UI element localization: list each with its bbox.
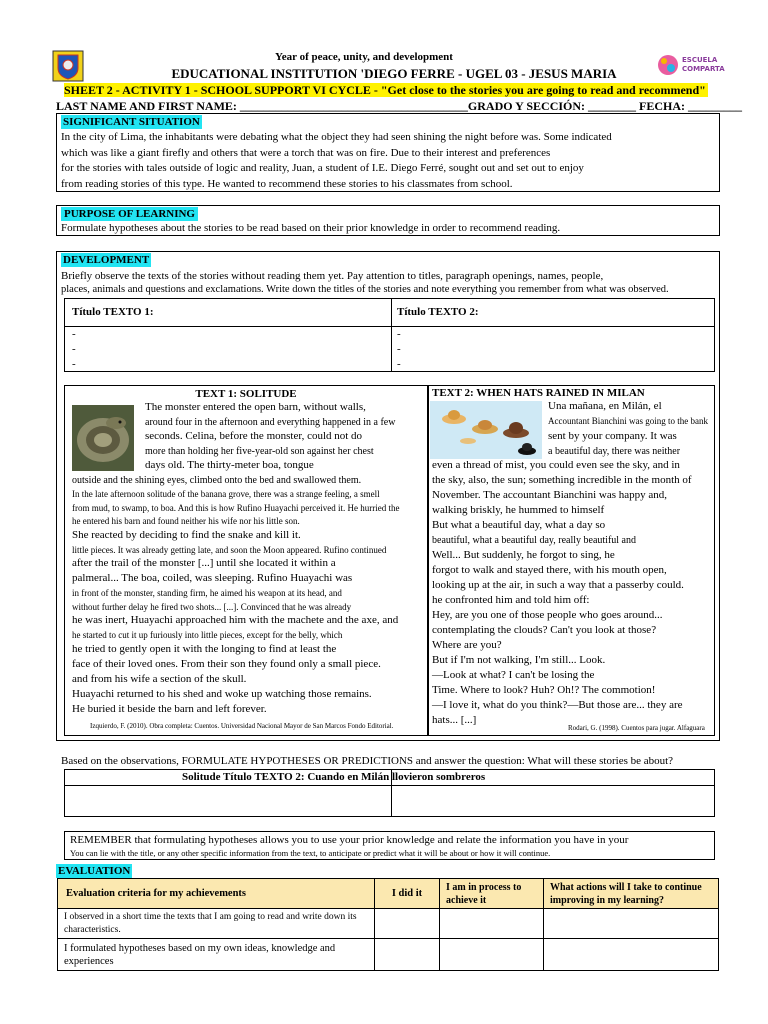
note-dash: - bbox=[72, 358, 76, 370]
text2-line: —I love it, what do you think?—But those are... they are bbox=[432, 698, 683, 711]
text2-line: walking briskly, he hummed to himself bbox=[432, 504, 605, 516]
situation-label: SIGNIFICANT SITUATION bbox=[63, 116, 200, 128]
text1-line: he started to cut it up furiously into little pieces, except for the belly, which bbox=[72, 630, 343, 640]
note-dash: - bbox=[397, 343, 401, 355]
evaluation-row bbox=[58, 909, 719, 939]
titles-table bbox=[64, 298, 715, 372]
text2-line: even a thread of mist, you could even see the sky, and in bbox=[432, 459, 680, 471]
title-text1-notes[interactable] bbox=[72, 327, 76, 372]
text1-line: face of their loved ones. From their son they found only a small piece. bbox=[72, 657, 381, 670]
text1-line: without further delay he fired two shots... [...]. Convinced that he was already bbox=[72, 601, 352, 612]
text1-line: In the late afternoon solitude of the banana grove, there was a strange feeling, a smell bbox=[72, 489, 380, 499]
note-dash: - bbox=[397, 358, 401, 370]
text2-line: contemplating the clouds? Can't you look at those? bbox=[432, 623, 657, 636]
text2-line: Hey, are you one of those people who goes around... bbox=[432, 608, 663, 621]
situation-text bbox=[61, 130, 612, 192]
text1-line: more than holding her five-year-old son against her chest bbox=[145, 446, 374, 457]
title-text2-notes[interactable] bbox=[397, 327, 401, 372]
actions-cell[interactable] bbox=[544, 909, 719, 939]
did-it-cell[interactable] bbox=[375, 909, 440, 939]
name-date-line: LAST NAME AND FIRST NAME: ______________________________________GRADO Y SECCIÓN: ________ FECHA: _________ bbox=[56, 99, 743, 113]
text1-line: Huayachi returned to his shed and woke up watching those remains. bbox=[72, 687, 372, 700]
text1-line: around four in the afternoon and everything happened in a few bbox=[145, 417, 396, 428]
title-text2-label: Título TEXTO 2: bbox=[397, 306, 479, 318]
actions-header: What actions will I take to continue improving in my learning? bbox=[544, 879, 719, 909]
text1-citation: Izquierdo, F. (2010). Obra completa: Cuentos. Universidad Nacional Mayor de San Marcos Fondo Editorial. bbox=[90, 722, 394, 730]
evaluation-table bbox=[57, 878, 719, 971]
hypothesis-table-hline bbox=[64, 785, 715, 786]
text2-line: he confronted him and told him off: bbox=[432, 593, 590, 606]
text2-citation: Rodari, G. (1998). Cuentos para jugar. Alfaguara bbox=[568, 724, 705, 732]
text1-line: in front of the monster, standing firm, he aimed his weapon at its head, and bbox=[72, 588, 342, 598]
remember-line2: You can lie with the title, or any other specific information from the text, to anticipate or predict what it will be about or how it will continue. bbox=[70, 848, 551, 858]
text1-line: palmeral... The boa, coiled, was sleeping. Rufino Huayachi was bbox=[72, 572, 353, 584]
hypothesis-answer-text1[interactable] bbox=[66, 787, 389, 815]
development-label: DEVELOPMENT bbox=[63, 254, 150, 266]
situation-line: In the city of Lima, the inhabitants were debating what the object they had seen shining the night before was. Some indicated bbox=[61, 131, 612, 143]
text2-line: —Look at what? I can't be losing the bbox=[432, 668, 595, 681]
title-text1-label: Título TEXTO 1: bbox=[72, 306, 154, 318]
text1-line: She reacted by deciding to find the snake and kill it. bbox=[72, 528, 301, 541]
text2-title: TEXT 2: WHEN HATS RAINED IN MILAN bbox=[432, 387, 645, 399]
text2-line: beautiful, what a beautiful day, really beautiful and bbox=[432, 535, 636, 546]
situation-line: which was like a giant firefly and others that were a torch that was on fire. Due to their interest and preferences bbox=[61, 146, 551, 159]
text1-line: days old. The thirty-meter boa, tongue bbox=[145, 459, 314, 471]
hypothesis-instruction: Based on the observations, FORMULATE HYPOTHESES OR PREDICTIONS and answer the question: What will these stories be about? bbox=[61, 755, 674, 767]
text1-line: after the trail of the monster [...] until she located it within a bbox=[72, 557, 336, 569]
note-dash: - bbox=[72, 328, 76, 340]
evaluation-label: EVALUATION bbox=[58, 865, 131, 877]
criteria-cell: I formulated hypotheses based on my own ideas, knowledge and experiences bbox=[58, 939, 375, 971]
text2-line: November. The accountant Bianchini was happy and, bbox=[432, 489, 668, 501]
text1-line: from mud, to swamp, to boa. And this is how Rufino Huayachi perceived it. He hurried the bbox=[72, 502, 400, 513]
text1-title: TEXT 1: SOLITUDE bbox=[195, 388, 297, 400]
text1-line: and from his wife a section of the skull. bbox=[72, 672, 247, 685]
in-process-cell[interactable] bbox=[440, 939, 544, 971]
text2-line: hats... [...] bbox=[432, 713, 477, 726]
hats-image bbox=[430, 401, 542, 459]
text2-line: Well... But suddenly, he forgot to sing, he bbox=[432, 548, 615, 561]
text1-line: little pieces. It was already getting late, and soon the Moon appeared. Rufino continued bbox=[72, 544, 387, 555]
titles-table-hline bbox=[64, 326, 715, 327]
criteria-header: Evaluation criteria for my achievements bbox=[58, 879, 375, 909]
text2-line: Una mañana, en Milán, el bbox=[548, 400, 662, 412]
in-process-cell[interactable] bbox=[440, 909, 544, 939]
hypothesis-answer-text2[interactable] bbox=[393, 787, 713, 815]
text2-line: a beautiful day, there was neither bbox=[548, 445, 681, 457]
development-line: Briefly observe the texts of the stories without reading them yet. Pay attention to titles, paragraph openings, names, people, bbox=[61, 270, 604, 282]
development-line: places, animals and questions and exclamations. Write down the titles of the stories and note everything you remember from what was observed. bbox=[61, 284, 669, 295]
text2-line: But what a beautiful day, what a day so bbox=[432, 519, 606, 531]
text2-line: looking up at the air, in such a way that a passerby could. bbox=[432, 578, 684, 591]
criteria-cell: I observed in a short time the texts that I am going to read and write down its characteristics. bbox=[58, 909, 375, 939]
sheet-title: SHEET 2 - ACTIVITY 1 - SCHOOL SUPPORT VI CYCLE - "Get close to the stories you are going to read and recommend" bbox=[64, 83, 706, 97]
text2-line: But if I'm not walking, I'm still... Look. bbox=[432, 653, 606, 666]
remember-line1: REMEMBER that formulating hypotheses allows you to use your prior knowledge and relate the information you have in your bbox=[70, 834, 629, 846]
text1-line: seconds. Celina, before the monster, could not do bbox=[145, 430, 363, 442]
text2-line: forgot to walk and stayed there, with his mouth open, bbox=[432, 563, 667, 576]
hypothesis-table-header: Solitude Título TEXTO 2: Cuando en Milán llovieron sombreros bbox=[182, 771, 486, 783]
development-instructions bbox=[61, 269, 669, 297]
text2-line: the sky, also, the sun; something incredible in the month of bbox=[432, 474, 692, 486]
escuela-comparta-logo-text: ESCUELA COMPARTA bbox=[682, 56, 725, 73]
header-motto: Year of peace, unity, and development bbox=[275, 51, 453, 63]
situation-line: for the stories with tales outside of logic and reality, Juan, a student of I.E. Diego Ferré, sought out and set out to enjoy bbox=[61, 162, 584, 174]
text1-line: The monster entered the open barn, without walls, bbox=[145, 401, 366, 413]
text2-line: Time. Where to look? Huh? Oh!? The commotion! bbox=[432, 683, 656, 696]
situation-line: from reading stories of this type. He wanted to recommend these stories to his classmates from school. bbox=[61, 177, 513, 190]
purpose-label: PURPOSE OF LEARNING bbox=[61, 207, 198, 221]
text1-line: he entered his barn and found neither his wife nor his little son. bbox=[72, 516, 300, 526]
text2-line: sent by your company. It was bbox=[548, 429, 677, 442]
titles-table-vline bbox=[391, 298, 392, 372]
text2-line: Accountant Bianchini was going to the bank bbox=[548, 416, 708, 426]
evaluation-header-row bbox=[58, 879, 719, 909]
text1-line: He buried it beside the barn and left forever. bbox=[72, 702, 267, 715]
text1-line: he tried to gently open it with the longing to find at least the bbox=[72, 642, 337, 655]
institution-title: EDUCATIONAL INSTITUTION 'DIEGO FERRE - UGEL 03 - JESUS MARIA bbox=[171, 66, 617, 81]
in-process-header: I am in process to achieve it bbox=[440, 879, 544, 909]
text2-line: Where are you? bbox=[432, 638, 502, 651]
boa-snake-image bbox=[72, 405, 134, 471]
note-dash: - bbox=[397, 328, 401, 340]
text1-line: he was inert, Huayachi approached him with the machete and the axe, and bbox=[72, 614, 399, 626]
note-dash: - bbox=[72, 343, 76, 355]
actions-cell[interactable] bbox=[544, 939, 719, 971]
purpose-text: Formulate hypotheses about the stories to be read based on their prior knowledge in order to recommend reading. bbox=[61, 222, 561, 234]
did-it-cell[interactable] bbox=[375, 939, 440, 971]
evaluation-row bbox=[58, 939, 719, 971]
text1-line: outside and the shining eyes, climbed onto the bed and swallowed them. bbox=[72, 475, 362, 486]
did-it-header: I did it bbox=[375, 879, 440, 909]
